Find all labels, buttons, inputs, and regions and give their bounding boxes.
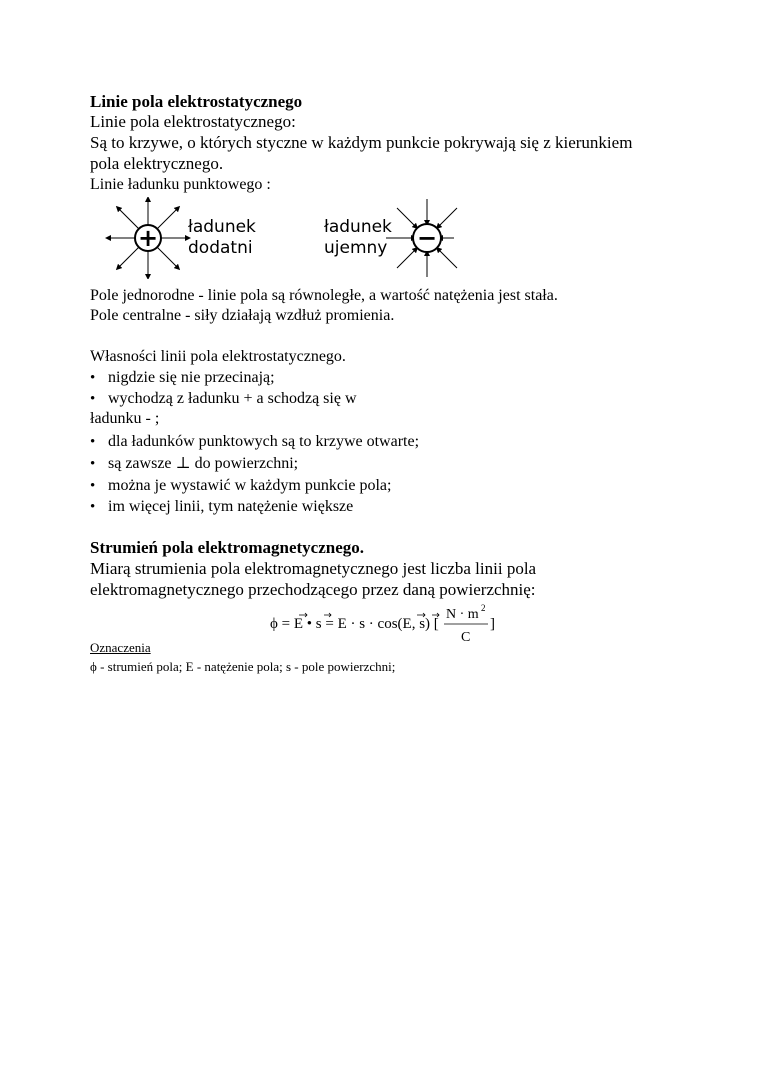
- property-item-4: są zawsze ⊥ do powierzchni;: [108, 455, 299, 472]
- section-title: Linie pola elektrostatycznego: [90, 92, 303, 111]
- section-2-line-1: Miarą strumienia pola elektromagnetycznego jest liczba linii pola: [90, 559, 537, 578]
- property-item-2-continuation: ładunku - ;: [90, 410, 160, 427]
- property-item-1: nigdzie się nie przecinają;: [108, 369, 275, 386]
- notation-heading: Oznaczenia: [90, 640, 151, 655]
- negative-label-line-1: ładunek: [324, 217, 392, 237]
- positive-charge: [108, 199, 188, 277]
- section-2-line-2: elektromagnetycznego przechodzącego przez daną powierzchnię:: [90, 580, 536, 599]
- formula-exponent: 2: [481, 604, 486, 613]
- definition-line-1: Są to krzywe, o których styczne w każdym punkcie pokrywają się z kierunkiem: [90, 133, 633, 152]
- bullet-2: •: [90, 391, 96, 407]
- section-subtitle: Linie pola elektrostatycznego:: [90, 112, 296, 131]
- negative-label-line-2: ujemny: [324, 238, 388, 258]
- property-item-5: można je wystawić w każdym punkcie pola;: [108, 477, 392, 494]
- properties-heading: Własności linii pola elektrostatycznego.: [90, 348, 346, 365]
- bullet-4: •: [90, 456, 96, 472]
- bullet-5: •: [90, 478, 96, 494]
- definition-line-2: pola elektrycznego.: [90, 154, 224, 173]
- notation-text: ϕ - strumień pola; E - natężenie pola; s - pole powierzchni;: [90, 659, 396, 674]
- bullet-3: •: [90, 434, 96, 450]
- formula-numerator: N · m: [446, 607, 479, 622]
- positive-symbol: +: [137, 224, 159, 252]
- formula-lhs: ϕ = E • s = E · s · cos(E, s) [: [270, 616, 439, 632]
- uniform-field-line: Pole jednorodne - linie pola są równoległe, a wartość natężenia jest stała.: [90, 287, 558, 304]
- flux-formula: [268, 604, 508, 648]
- positive-label-line-2: dodatni: [188, 238, 253, 258]
- point-charge-label: Linie ładunku punktowego :: [90, 176, 271, 193]
- positive-label-line-1: ładunek: [188, 217, 256, 237]
- negative-symbol: −: [416, 224, 438, 252]
- bullet-6: •: [90, 499, 96, 515]
- central-field-line: Pole centralne - siły działają wzdłuż promienia.: [90, 307, 395, 324]
- formula-close-bracket: ]: [490, 616, 495, 632]
- field-lines-diagram: [100, 197, 460, 279]
- property-item-2: wychodzą z ładunku + a schodzą się w: [108, 390, 357, 407]
- bullet-1: •: [90, 370, 96, 386]
- negative-charge: [386, 199, 457, 277]
- property-item-6: im więcej linii, tym natężenie większe: [108, 498, 354, 515]
- section-2-title: Strumień pola elektromagnetycznego.: [90, 538, 365, 557]
- property-item-3: dla ładunków punktowych są to krzywe otwarte;: [108, 433, 420, 450]
- formula-denominator: C: [461, 630, 471, 645]
